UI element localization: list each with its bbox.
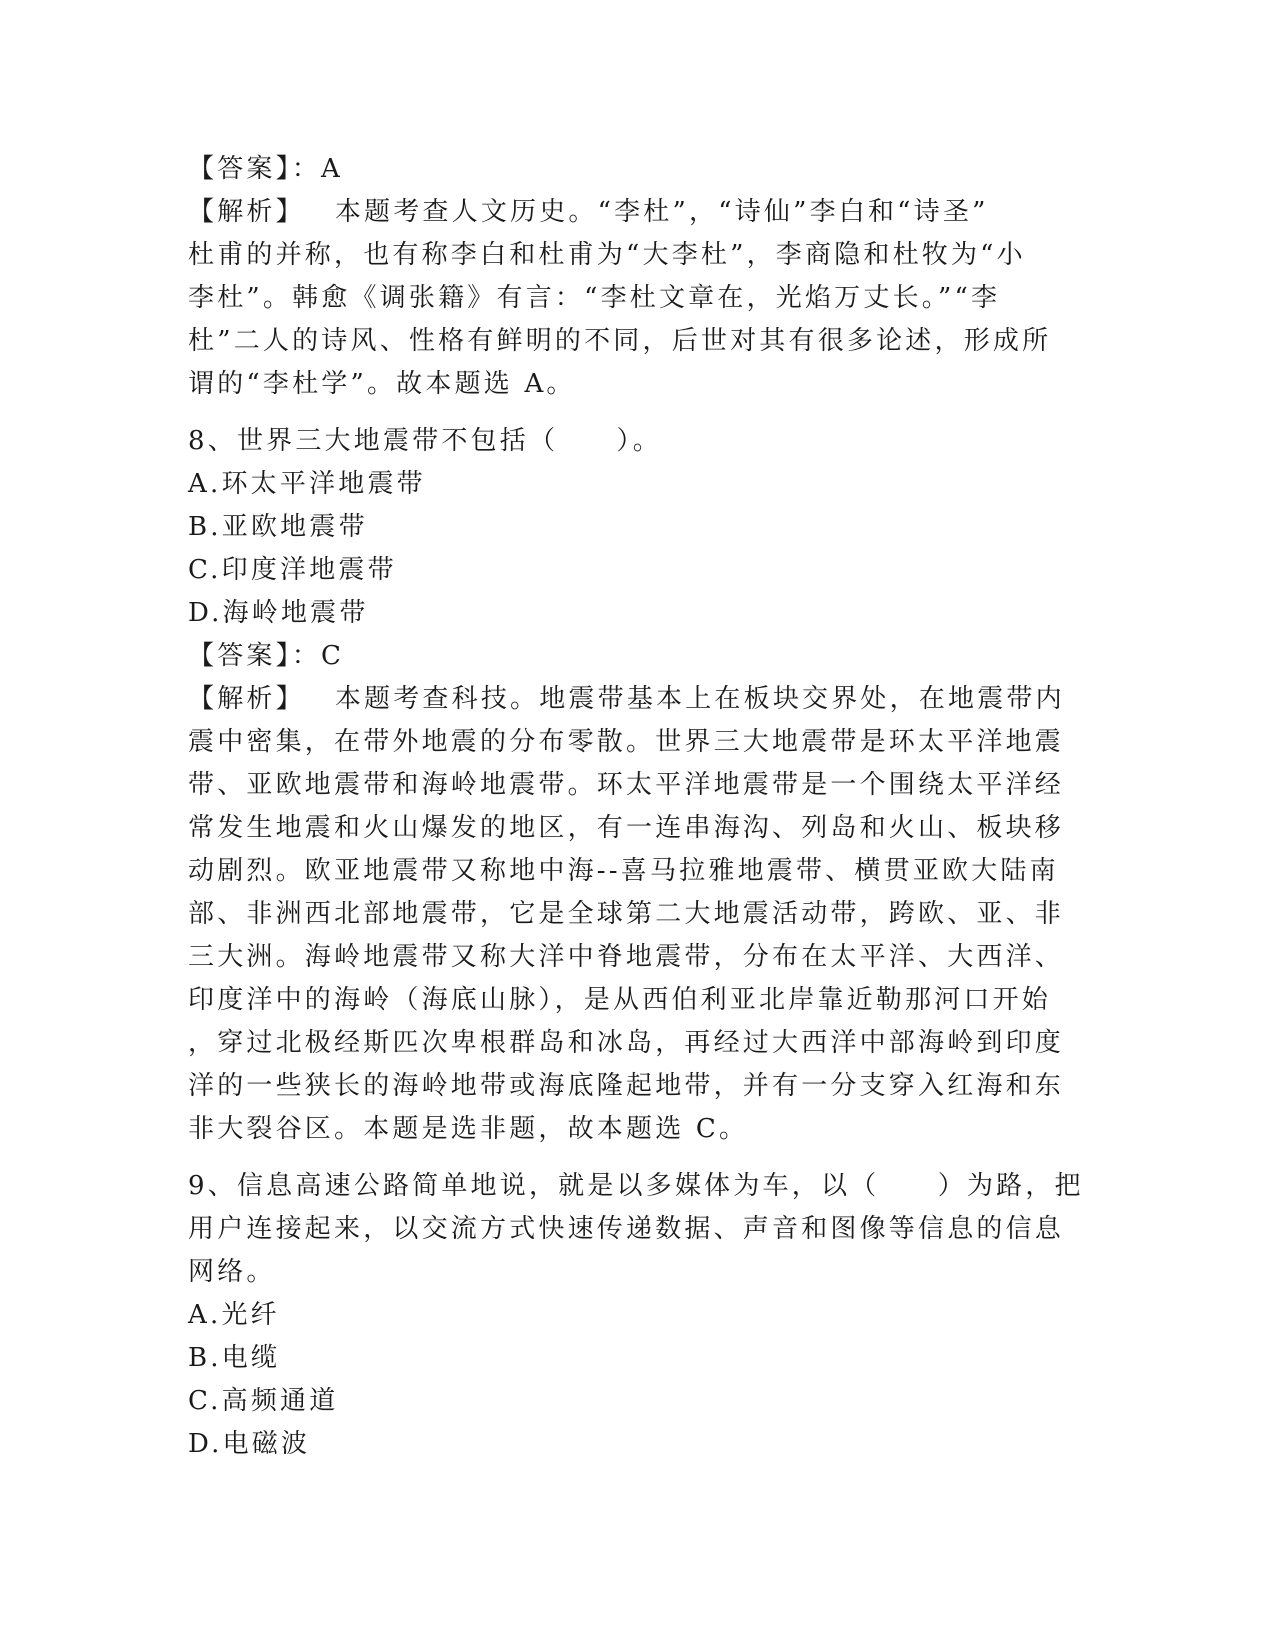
q8-analysis-line-4: 常发生地震和火山爆发的地区，有一连串海沟、列岛和火山、板块移 xyxy=(188,813,1065,843)
q8-analysis-line-7: 三大洲。海岭地震带又称大洋中脊地震带，分布在太平洋、大西洋、 xyxy=(188,942,1065,972)
q8-stem: 8、世界三大地震带不包括（ ）。 xyxy=(188,426,662,456)
q8-analysis-line-11: 非大裂谷区。本题是选非题，故本题选 C。 xyxy=(188,1114,749,1144)
q9-option-c: C.高频通道 xyxy=(188,1386,339,1416)
q8-answer-label: 【答案】 xyxy=(188,641,292,671)
q7-analysis-text-1: 本题考查人文历史。“李杜”，“诗仙”李白和“诗圣” xyxy=(334,197,989,227)
q8-option-c: C.印度洋地震带 xyxy=(188,555,397,585)
q9-block xyxy=(188,1165,1084,1466)
q8-analysis-text-1: 本题考查科技。地震带基本上在板块交界处，在地震带内 xyxy=(334,684,1065,714)
q9-stem-line-3: 网络。 xyxy=(188,1257,276,1287)
q9-option-a: A.光纤 xyxy=(188,1300,280,1330)
q7-analysis-line-5: 谓的“李杜学”。故本题选 A。 xyxy=(188,369,576,399)
q8-analysis-label: 【解析】 xyxy=(188,684,305,714)
q8-answer-sep: ： xyxy=(291,641,322,671)
q8-analysis-line-3: 带、亚欧地震带和海岭地震带。环太平洋地震带是一个围绕太平洋经 xyxy=(188,770,1065,800)
q8-analysis-line-10: 洋的一些狭长的海岭地带或海底隆起地带，并有一分支穿入红海和东 xyxy=(188,1071,1065,1101)
q7-analysis-line-4: 杜”二人的诗风、性格有鲜明的不同，后世对其有很多论述，形成所 xyxy=(188,326,1052,356)
q7-answer-label: 【答案】 xyxy=(188,154,292,184)
q7-answer-value: A xyxy=(321,154,343,184)
q8-analysis-line-5: 动剧烈。欧亚地震带又称地中海--喜马拉雅地震带、横贯亚欧大陆南 xyxy=(188,856,1059,886)
q7-answer-sep: ： xyxy=(291,154,322,184)
q8-option-d: D.海岭地震带 xyxy=(188,598,369,628)
q7-block xyxy=(188,148,1078,406)
q7-analysis-line-1 xyxy=(188,191,1078,234)
q8-analysis-line-8: 印度洋中的海岭（海底山脉），是从西伯利亚北岸靠近勒那河口开始 xyxy=(188,985,1052,1015)
q9-option-b: B.电缆 xyxy=(188,1343,281,1373)
q8-analysis-line-6: 部、非洲西北部地震带，它是全球第二大地震活动带，跨欧、亚、非 xyxy=(188,899,1065,929)
q8-analysis-line-2: 震中密集，在带外地震的分布零散。世界三大地震带是环太平洋地震 xyxy=(188,727,1065,757)
q8-answer-value: C xyxy=(321,641,345,671)
q9-option-d: D.电磁波 xyxy=(188,1429,311,1459)
q8-option-a: A.环太平洋地震带 xyxy=(188,469,426,499)
q7-answer-line xyxy=(188,148,1078,191)
q8-analysis-line-1 xyxy=(188,678,1078,721)
q8-analysis-line-9: ，穿过北极经斯匹次卑根群岛和冰岛，再经过大西洋中部海岭到印度 xyxy=(188,1028,1065,1058)
q8-answer-line xyxy=(188,635,1078,678)
q9-stem-line-1: 9、信息高速公路简单地说，就是以多媒体为车，以（ ）为路，把 xyxy=(188,1171,1084,1201)
q7-analysis-label: 【解析】 xyxy=(188,197,305,227)
q7-analysis-line-3: 李杜”。韩愈《调张籍》有言：“李杜文章在，光焰万丈长。”“李 xyxy=(188,283,1001,313)
document-content xyxy=(188,148,1084,1466)
q8-option-b: B.亚欧地震带 xyxy=(188,512,368,542)
q7-analysis-line-2: 杜甫的并称，也有称李白和杜甫为“大李杜”，李商隐和杜牧为“小 xyxy=(188,240,1026,270)
q8-block xyxy=(188,420,1078,1151)
q9-stem-line-2: 用户连接起来，以交流方式快速传递数据、声音和图像等信息的信息 xyxy=(188,1214,1065,1244)
